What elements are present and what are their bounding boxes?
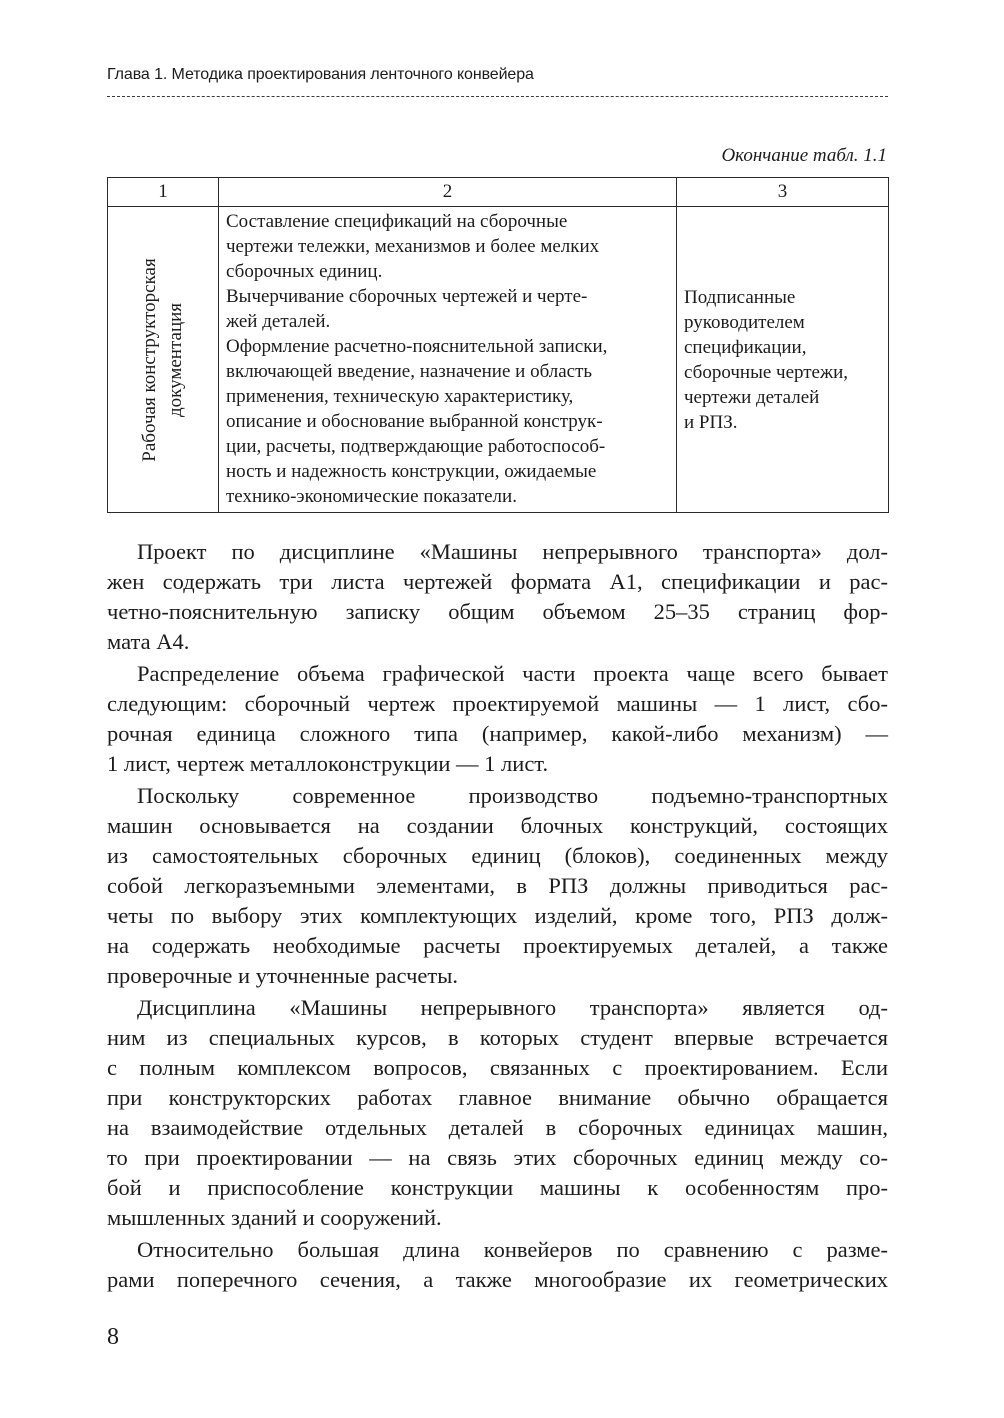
- work-line: описание и обоснование выбранной конструк-: [226, 411, 603, 432]
- work-line: ции, расчеты, подтверждающие работоспособ-: [226, 436, 606, 457]
- text-line: на взаимодействие отдельных деталей в сборочных единицах машин,: [107, 1115, 888, 1140]
- text-line: при конструкторских работах главное внимание обычно обращается: [107, 1085, 888, 1110]
- result-line: чертежи деталей: [684, 386, 820, 408]
- work-line: Составление спецификаций на сборочные: [226, 211, 568, 232]
- paragraph: [107, 537, 888, 657]
- text-line: Дисциплина «Машины непрерывного транспорта» является од-: [137, 995, 888, 1020]
- stage-cell: [108, 207, 219, 513]
- work-line: включающей введение, назначение и область: [226, 361, 593, 382]
- stage-line: документация: [165, 302, 186, 417]
- text-line: на содержать необходимые расчеты проектируемых деталей, а также: [107, 933, 888, 958]
- text-line: жен содержать три листа чертежей формата А1, спецификации и рас-: [107, 569, 888, 594]
- work-line: ность и надежность конструкции, ожидаемые: [226, 461, 597, 482]
- text-line: четы по выбору этих комплектующих изделий, кроме того, РПЗ долж-: [107, 903, 888, 928]
- result-line: спецификации,: [684, 336, 807, 358]
- text-line: Распределение объема графической части проекта чаще всего бывает: [137, 661, 888, 686]
- result-line: сборочные чертежи,: [684, 361, 849, 383]
- text-line: из самостоятельных сборочных единиц (блоков), соединенных между: [107, 843, 888, 868]
- work-line: Оформление расчетно-пояснительной записки,: [226, 336, 608, 357]
- work-line: применения, техническую характеристику,: [226, 386, 574, 407]
- text-line: бой и приспособление конструкции машины к особенностям про-: [107, 1175, 888, 1200]
- text-line: то при проектировании — на связь этих сборочных единиц между со-: [107, 1145, 888, 1170]
- stage-line: Рабочая конструкторская: [139, 257, 160, 462]
- text-line: Поскольку современное производство подъемно-транспортных: [137, 783, 888, 808]
- column-header-3: 3: [677, 178, 889, 207]
- work-cell: [219, 207, 677, 513]
- text-line: ним из специальных курсов, в которых студент впервые встречается: [107, 1025, 888, 1050]
- body-text: [107, 537, 888, 1297]
- text-line: машин основывается на создании блочных конструкций, состоящих: [107, 813, 888, 838]
- work-line: чертежи тележки, механизмов и более мелких: [226, 236, 600, 257]
- result-line: Подписанные: [684, 286, 796, 308]
- text-line: мышленных зданий и сооружений.: [107, 1205, 442, 1230]
- text-line: проверочные и уточненные расчеты.: [107, 963, 458, 988]
- text-line: рами поперечного сечения, а также многообразие их геометрических: [107, 1267, 888, 1292]
- running-head: Глава 1. Методика проектирования ленточного конвейера: [107, 66, 534, 83]
- result-cell: [677, 207, 889, 513]
- text-line: собой легкоразъемными элементами, в РПЗ должны приводиться рас-: [107, 873, 888, 898]
- column-header-1: 1: [108, 178, 219, 207]
- text-line: рочная единица сложного типа (например, какой-либо механизм) —: [107, 721, 888, 746]
- text-line: следующим: сборочный чертеж проектируемой машины — 1 лист, сбо-: [107, 691, 888, 716]
- header-divider: [107, 96, 888, 97]
- paragraph: [107, 1235, 888, 1295]
- table-header-row: [108, 178, 889, 207]
- text-line: мата А4.: [107, 629, 190, 654]
- result-line: руководителем: [684, 311, 805, 333]
- work-line: технико-экономические показатели.: [226, 486, 517, 507]
- table-caption: Окончание табл. 1.1: [721, 145, 887, 166]
- table-row: [108, 207, 889, 513]
- text-line: Относительно большая длина конвейеров по сравнению с разме-: [137, 1237, 888, 1262]
- stage-label: [137, 258, 189, 461]
- paragraph: [107, 993, 888, 1233]
- work-line: Вычерчивание сборочных чертежей и черте-: [226, 286, 588, 307]
- text-line: Проект по дисциплине «Машины непрерывного транспорта» дол-: [137, 539, 888, 564]
- page-number: 8: [107, 1324, 119, 1350]
- paragraph: [107, 659, 888, 779]
- column-header-2: 2: [219, 178, 677, 207]
- text-line: четно-пояснительную записку общим объемом 25–35 страниц фор-: [107, 599, 888, 624]
- text-line: с полным комплексом вопросов, связанных с проектированием. Если: [107, 1055, 888, 1080]
- work-line: сборочных единиц.: [226, 261, 383, 282]
- text-line: 1 лист, чертеж металлоконструкции — 1 лист.: [107, 751, 549, 776]
- result-line: и РПЗ.: [684, 411, 738, 433]
- spec-table: [107, 177, 889, 513]
- paragraph: [107, 781, 888, 991]
- work-line: жей деталей.: [226, 311, 331, 332]
